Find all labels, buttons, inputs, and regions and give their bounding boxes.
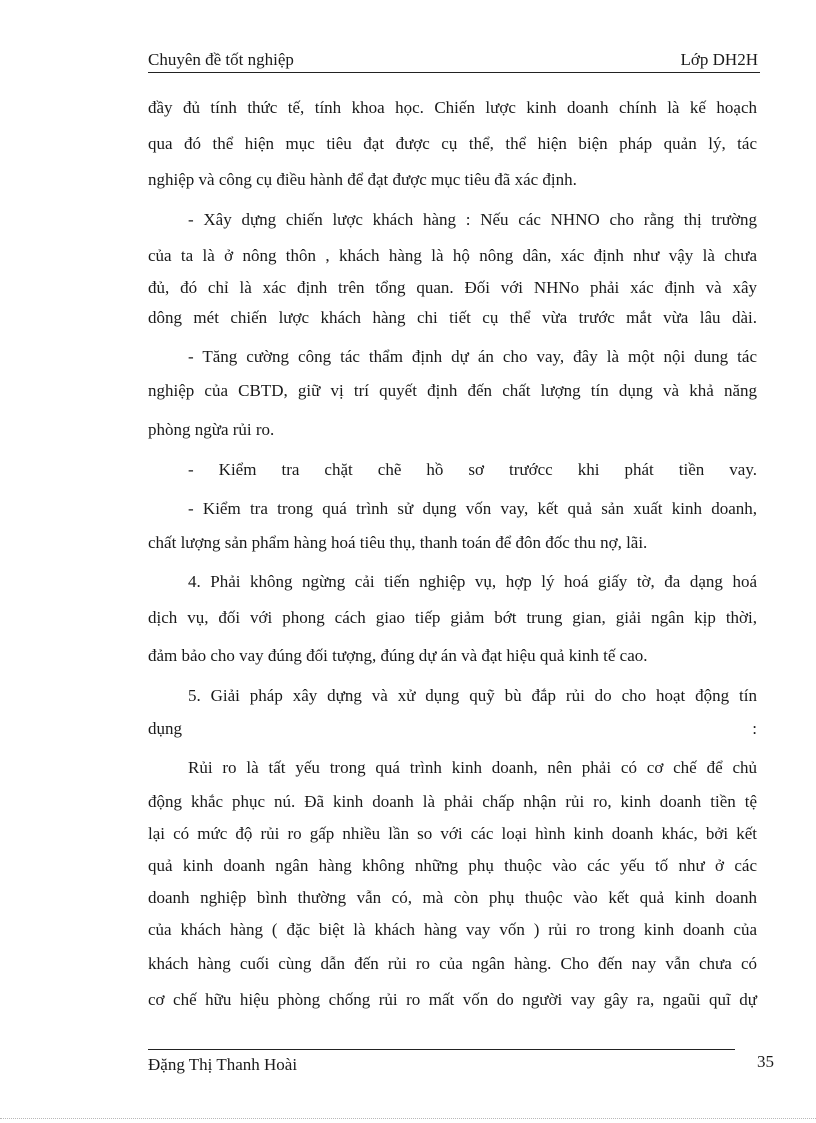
header-title: Chuyên đề tốt nghiệp <box>148 50 294 69</box>
text-line: dịch vụ, đối với phong cách giao tiếp giảm bớt trung gian, giải ngân kịp thời, <box>148 608 757 627</box>
text-line: nghiệp và công cụ điều hành để đạt được mục tiêu đã xác định. <box>148 170 577 189</box>
text-line: nghiệp của CBTD, giữ vị trí quyết định đến chất lượng tín dụng và khả năng <box>148 381 757 400</box>
footer-author: Đặng Thị Thanh Hoài <box>148 1055 298 1074</box>
text-line: đầy đủ tính thức tế, tính khoa học. Chiến lược kinh doanh chính là kế hoạch <box>148 98 757 117</box>
text-line: - Kiểm tra trong quá trình sử dụng vốn vay, kết quả sản xuất kinh doanh, <box>188 499 757 518</box>
page-number: 35 <box>757 1052 774 1071</box>
text-line: lại có mức độ rủi ro gấp nhiều lần so với các loại hình kinh doanh khác, bởi kết <box>148 824 757 843</box>
text-line: đảm bảo cho vay đúng đối tượng, đúng dự án và đạt hiệu quả kinh tế cao. <box>148 646 648 665</box>
text-line: chất lượng sản phẩm hàng hoá tiêu thụ, thanh toán để đôn đốc thu nợ, lãi. <box>148 533 648 552</box>
text-line: Rủi ro là tất yếu trong quá trình kinh doanh, nên phải có cơ chế để chủ <box>188 758 757 777</box>
text-line: dụng : <box>148 719 757 738</box>
header-class: Lớp DH2H <box>680 50 758 69</box>
text-line: - Xây dựng chiến lược khách hàng : Nếu các NHNO cho rằng thị trường <box>188 210 757 229</box>
text-line: - Kiểm tra chặt chẽ hồ sơ trướcc khi phát tiền vay. <box>188 460 757 479</box>
text-line: - Tăng cường công tác thẩm định dự án cho vay, đây là một nội dung tác <box>188 347 757 366</box>
text-line: doanh nghiệp bình thường vẫn có, mà còn phụ thuộc vào kết quả kinh doanh <box>148 888 757 907</box>
text-line: 5. Giải pháp xây dựng và xử dụng quỹ bù đắp rủi do cho hoạt động tín <box>188 686 757 705</box>
text-line: khách hàng cuối cùng dẫn đến rủi ro của ngân hàng. Cho đến nay vẫn chưa có <box>148 954 757 973</box>
text-line: quả kinh doanh ngân hàng không những phụ thuộc vào các yếu tố như ở các <box>148 856 757 875</box>
text-line: đủ, đó chỉ là xác định trên tổng quan. Đối với NHNo phải xác định và xây <box>148 278 757 297</box>
text-line: động khắc phục nú. Đã kinh doanh là phải chấp nhận rủi ro, kinh doanh tiền tệ <box>148 792 757 811</box>
text-line: của ta là ở nông thôn , khách hàng là hộ nông dân, xác định như vậy là chưa <box>148 246 757 265</box>
page-header <box>148 50 760 73</box>
footer-divider <box>148 1049 735 1050</box>
text-line: cơ chế hữu hiệu phòng chống rủi ro mất vốn do người vay gây ra, ngaũi quĩ dự <box>148 990 757 1009</box>
text-line: 4. Phải không ngừng cải tiến nghiệp vụ, hợp lý hoá giấy tờ, đa dạng hoá <box>188 572 757 591</box>
text-line: của khách hàng ( đặc biệt là khách hàng vay vốn ) rủi ro trong kinh doanh của <box>148 920 757 939</box>
text-line: qua đó thể hiện mục tiêu đạt được cụ thể, thể hiện biện pháp quản lý, tác <box>148 134 757 153</box>
text-line: phòng ngừa rủi ro. <box>148 420 275 439</box>
text-line: dông mét chiến lược khách hàng chi tiết cụ thể vừa trước mắt vừa lâu dài. <box>148 308 757 327</box>
page-bottom-border <box>0 1118 816 1119</box>
